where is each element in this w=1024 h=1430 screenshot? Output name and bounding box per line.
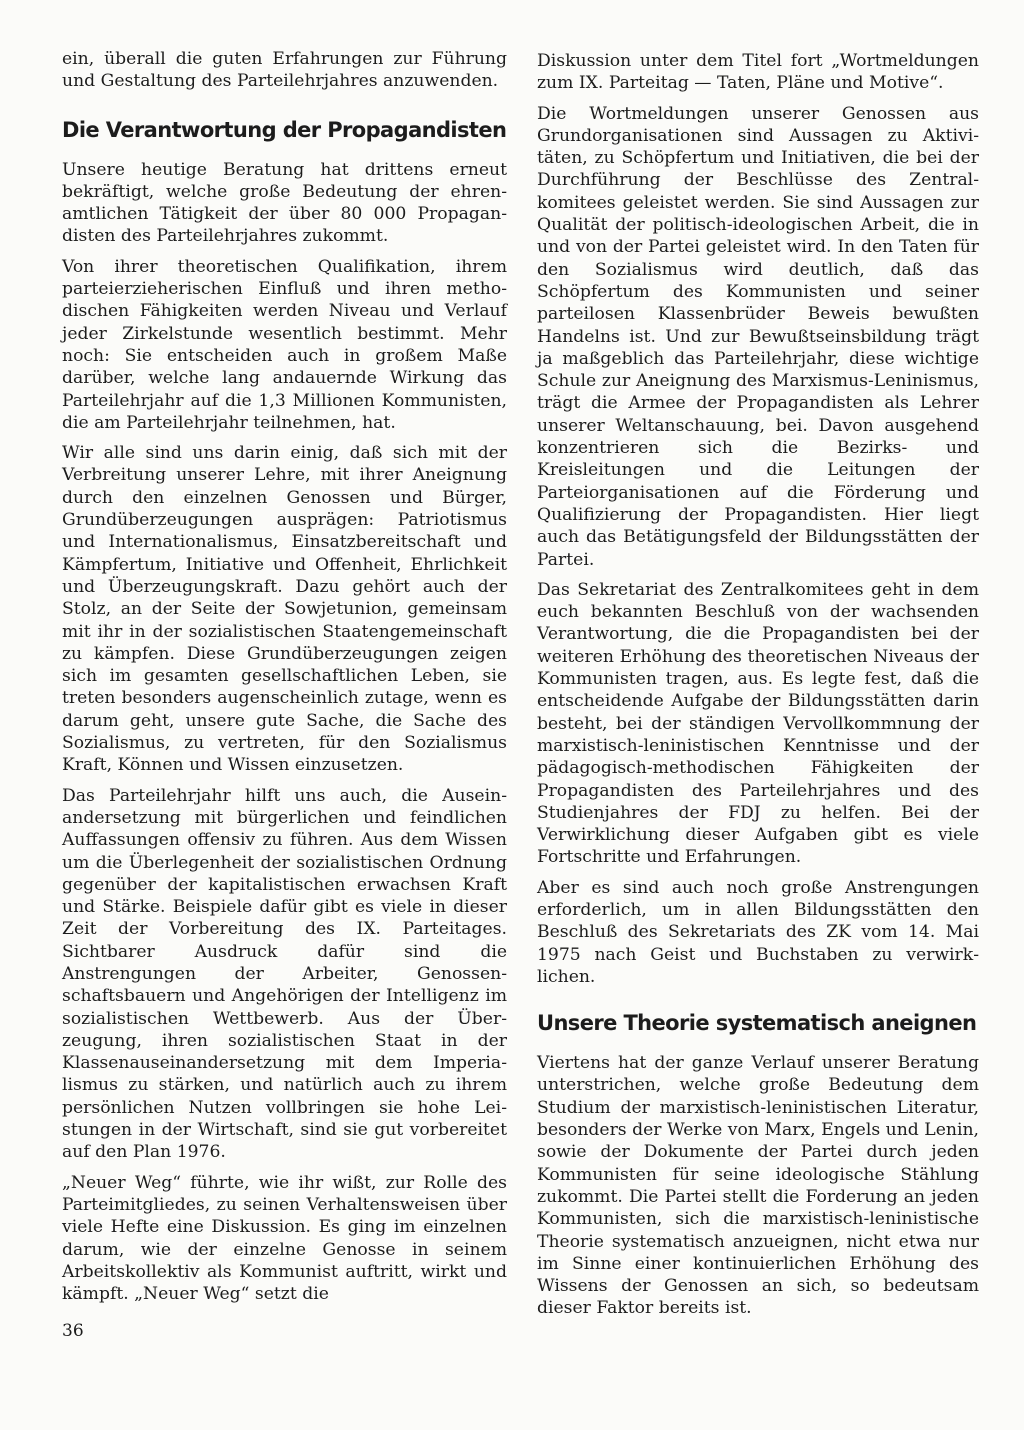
paragraph: Diskussion unter dem Titel fort „Wortmeldungen zum IX. Parteitag — Taten, Pläne und Motive“. (537, 51, 979, 94)
page-number: 36 (62, 1321, 84, 1341)
paragraph: ein, überall die guten Erfahrungen zur Führung und Gestaltung des Parteilehrjahres anzuwenden. (62, 49, 507, 92)
paragraph: Unsere heutige Beratung hat drittens erneut bekräftigt, welche große Bedeutung der ehrenamtlichen Tätigkeit der über 80 000 Propagandisten des Parteilehrjahres zukommt. (62, 159, 507, 247)
section-heading-propagandisten: Die Verantwortung der Propagandisten (62, 117, 507, 142)
paragraph: Aber es sind auch noch große Anstrengungen erforderlich, um in allen Bildungsstätten den Beschluß des Sekretariats des ZK vom 14. Mai 1975 nach Geist und Buchstaben zu verwirklichen. (537, 877, 979, 987)
paragraph: Das Sekretariat des Zentralkomitees geht in dem euch bekannten Beschluß von der wachsenden Verantwortung, die die Propagandisten bei der weiteren Erhöhung des theoretischen Niveaus der Kommunisten tragen, aus. Es legte fest, daß die entscheidende Aufgabe der Bildungsstätten darin besteht, bei der ständigen Vervollkommnung der marxistisch-leninistischen Kenntnisse und der pädagogisch-methodischen Fähigkeiten der Propagandisten des Parteilehrjahres und des Studienjahres der FDJ zu helfen. Bei der Verwirklichung dieser Aufgaben gibt es viele Fortschritte und Erfahrungen. (537, 579, 979, 868)
paragraph: Wir alle sind uns darin einig, daß sich mit der Verbreitung unserer Lehre, mit ihrer Aneignung durch den einzelnen Genossen und Bürger, Grundüberzeugungen ausprägen: Patriotismus und Internationalismus, Einsatzbereitschaft und Kämpfertum, Initiative und Offenheit, Ehrlichkeit und Überzeugungskraft. Dazu gehört auch der Stolz, an der Seite der Sowjetunion, gemeinsam mit ihr in der sozialistischen Staatengemeinschaft zu kämpfen. Diese Grundüberzeugungen zeigen sich im gesamten gesellschaftlichen Leben, sie treten besonders augenscheinlich zutage, wenn es darum geht, unsere gute Sache, die Sache des Sozialismus, zu vertreten, für den Sozialismus Kraft, Können und Wissen einzusetzen. (62, 443, 507, 776)
paragraph: Die Wortmeldungen unserer Genossen aus Grundorganisationen sind Aussagen zu Aktivitäten, zu Schöpfertum und Initiativen, die bei der Durchführung der Beschlüsse des Zentralkomitees geleistet werden. Sie sind Aussagen zur Qualität der politisch-ideologischen Arbeit, die in und von der Partei geleistet wird. In den Taten für den Sozialismus wird deutlich, daß das Schöpfertum des Kommunisten und seiner parteilosen Klassenbrüder Beweis bewußten Handelns ist. Und zur Bewußtseinsbildung trägt ja maßgeblich das Parteilehrjahr, diese wichtige Schule zur Aneignung des Marxismus-Leninismus, trägt die Armee der Propagandisten als Lehrer unserer Weltanschauung, bei. Davon ausgehend konzentrieren sich die Bezirks- und Kreisleitungen und die Leitungen der Parteiorganisationen auf die Förderung und Qualifizierung der Propagandisten. Hier liegt auch das Betätigungsfeld der Bildungsstätten der Partei. (537, 103, 979, 570)
paragraph: Das Parteilehrjahr hilft uns auch, die Auseinandersetzung mit bürgerlichen und feindlichen Auffassungen offensiv zu führen. Aus dem Wissen um die Überlegenheit der sozialistischen Ordnung gegenüber der kapitalistischen erwachsen Kraft und Stärke. Beispiele dafür gibt es viele in dieser Zeit der Vorbereitung des IX. Parteitages. Sichtbarer Ausdruck dafür sind die Anstrengungen der Arbeiter, Genossenschaftsbauern und Angehörigen der Intelligenz im sozialistischen Wettbewerb. Aus der Überzeugung, ihren sozialistischen Staat in der Klassenauseinandersetzung mit dem Imperialismus zu stärken, und natürlich auch zu ihrem persönlichen Nutzen vollbringen sie hohe Leistungen in der Wirtschaft, sind sie gut vorbereitet auf den Plan 1976. (62, 785, 507, 1163)
paragraph: Viertens hat der ganze Verlauf unserer Beratung unterstrichen, welche große Bedeutung dem Studium der marxistisch-leninistischen Literatur, besonders der Werke von Marx, Engels und Lenin, sowie der Dokumente der Partei durch jeden Kommunisten für seine ideologische Stählung zukommt. Die Partei stellt die Forderung an jeden Kommunisten, sich die marxistisch-leninistische Theorie systematisch anzueignen, nicht etwa nur im Sinne einer kontinuierlichen Erhöhung des Wissens der Genossen an sich, so bedeutsam dieser Faktor bereits ist. (537, 1053, 979, 1319)
left-column (62, 48, 507, 1313)
right-column (537, 50, 979, 1328)
paragraph: Von ihrer theoretischen Qualifikation, ihrem parteierzieherischen Einfluß und ihren methodischen Fähigkeiten werden Niveau und Verlauf jeder Zirkelstunde wesentlich bestimmt. Mehr noch: Sie entscheiden auch in großem Maße darüber, welche lang andauernde Wirkung das Parteilehrjahr auf die 1,3 Millionen Kommunisten, die am Parteilehrjahr teilnehmen, hat. (62, 256, 507, 433)
section-heading-theorie: Unsere Theorie systematisch aneignen (537, 1011, 977, 1036)
paragraph: „Neuer Weg“ führte, wie ihr wißt, zur Rolle des Parteimitgliedes, zu seinen Verhaltensweisen über viele Hefte eine Diskussion. Es ging im einzelnen darum, wie der einzelne Genosse in seinem Arbeitskollektiv als Kommunist auftritt, wirkt und kämpft. „Neuer Weg“ setzt die (62, 1172, 507, 1305)
